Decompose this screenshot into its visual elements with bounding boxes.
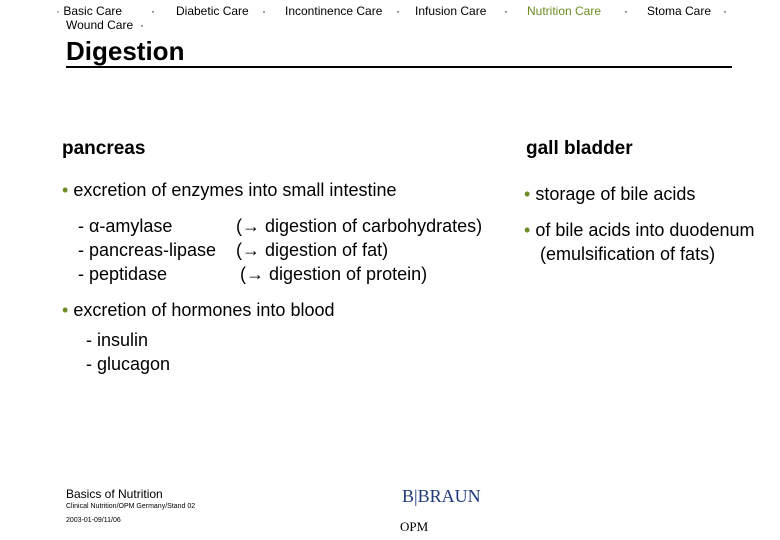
nav-item-nutrition-care[interactable]: Nutrition Care	[527, 4, 602, 18]
enzyme-name-2: - pancreas-lipase	[78, 240, 217, 260]
nav-separator: ·	[140, 18, 144, 32]
hormone-2: - glucagon	[86, 354, 171, 374]
gall-bladder-bullet-2-text: of bile acids into duodenum	[535, 220, 755, 240]
footer-title: Basics of Nutrition	[66, 487, 163, 501]
enzyme-name-3: - peptidase	[78, 264, 168, 284]
footer-line-3: 2003-01-09/11/06	[66, 517, 121, 524]
nav-separator: ·	[504, 4, 508, 18]
title-underline	[66, 66, 732, 68]
gall-bladder-heading: gall bladder	[526, 138, 633, 159]
opm-label: OPM	[400, 519, 429, 534]
nav-separator: ·	[723, 4, 727, 18]
nav-separator: ·	[151, 4, 155, 18]
pancreas-bullet-1	[62, 178, 396, 202]
nav-separator: ·	[56, 4, 60, 18]
nav-item-stoma-care[interactable]: Stoma Care	[647, 4, 712, 18]
nav-item-infusion-care[interactable]: Infusion Care	[415, 4, 487, 18]
bullet-icon: •	[62, 180, 69, 200]
bullet-icon: •	[524, 184, 531, 204]
nav-item-diabetic-care[interactable]: Diabetic Care	[176, 4, 249, 18]
braun-logo: B|BRAUN	[402, 486, 481, 506]
gall-bladder-bullet-2-sub: (emulsification of fats)	[540, 244, 716, 264]
page-title: Digestion	[66, 36, 185, 66]
nav-separator: ·	[624, 4, 628, 18]
enzyme-effect-1: (→ digestion of carbohydrates)	[236, 216, 483, 236]
nav-separator: ·	[262, 4, 266, 18]
pancreas-heading: pancreas	[62, 138, 146, 159]
nav-separator: ·	[396, 4, 400, 18]
pancreas-bullet-2-text: excretion of hormones into blood	[73, 300, 335, 320]
gall-bladder-bullet-1-text: storage of bile acids	[535, 184, 696, 204]
enzyme-name-1: - α-amylase	[78, 216, 173, 236]
footer-line-2: Clinical Nutrition/OPM Germany/Stand 02	[66, 503, 196, 510]
enzyme-effect-3: (→ digestion of protein)	[240, 264, 428, 284]
bullet-icon: •	[62, 300, 69, 320]
bullet-icon: •	[524, 220, 531, 240]
pancreas-bullet-2	[62, 298, 335, 322]
pancreas-bullet-1-text: excretion of enzymes into small intestine	[73, 180, 397, 200]
enzyme-effect-2: (→ digestion of fat)	[236, 240, 389, 260]
hormone-1: - insulin	[86, 330, 149, 350]
nav-item-wound-care[interactable]: Wound Care	[66, 18, 134, 32]
gall-bladder-bullet-1	[524, 182, 695, 206]
nav-item-incontinence-care[interactable]: Incontinence Care	[285, 4, 383, 18]
gall-bladder-bullet-2	[524, 218, 754, 242]
nav-item-basic-care[interactable]: Basic Care	[63, 4, 123, 18]
nav-bar	[56, 4, 122, 18]
